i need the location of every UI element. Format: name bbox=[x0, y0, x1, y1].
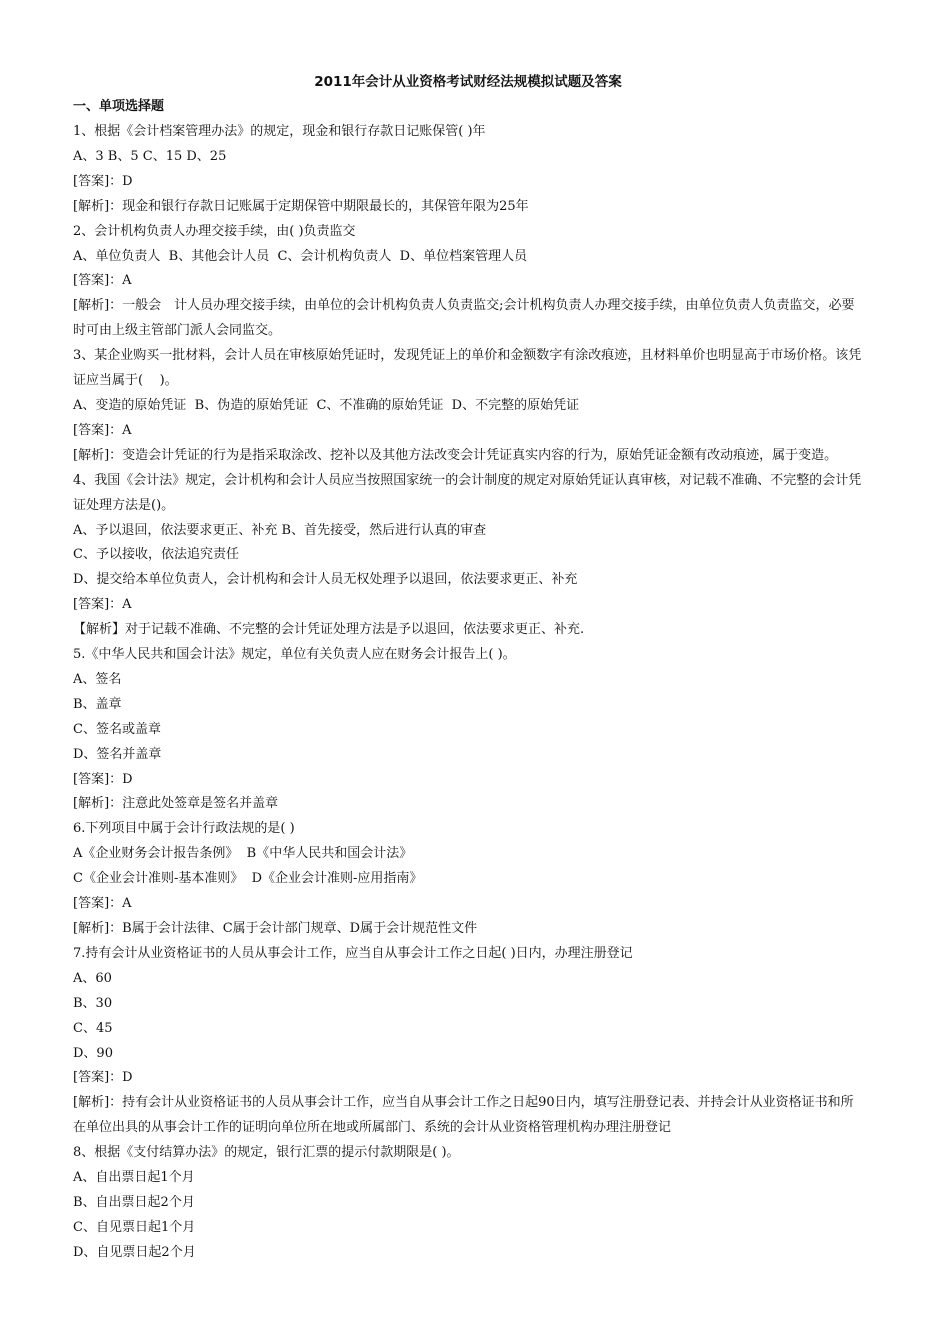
question-list bbox=[73, 120, 863, 1266]
text-line: C、签名或盖章 bbox=[73, 721, 161, 737]
text-line: [解析]：现金和银行存款日记账属于定期保管中期限最长的，其保管年限为25年 bbox=[73, 198, 529, 214]
text-line: [解析]：B属于会计法律、C属于会计部门规章、D属于会计规范性文件 bbox=[73, 921, 478, 936]
text-line: B、自出票日起2个月 bbox=[73, 1194, 195, 1210]
text-line: D、签名并盖章 bbox=[73, 746, 162, 762]
text-line: [解析]：持有会计从业资格证书的人员从事会计工作，应当自从事会计工作之日起90日内，填写注册登记表、并持会计从业资格证书和所在单位出具的从事会计工作的证明向单位所在地或所属部门、系统的会计从业资格管理机构办理注册登记 bbox=[73, 1095, 854, 1136]
section-heading: 一、单项选择题 bbox=[73, 99, 165, 114]
text-line: D、自见票日起2个月 bbox=[73, 1244, 196, 1260]
text-line: 6.下列项目中属于会计行政法规的是( ) bbox=[73, 821, 295, 837]
text-line: C、予以接收，依法追究责任 bbox=[73, 547, 239, 563]
text-line: 2、会计机构负责人办理交接手续，由( )负责监交 bbox=[73, 223, 356, 239]
text-line: [答案]：A bbox=[73, 896, 132, 912]
text-line: 3、某企业购买一批材料，会计人员在审核原始凭证时，发现凭证上的单价和金额数字有涂改痕迹，且材料单价也明显高于市场价格。该凭证应当属于( )。 bbox=[73, 348, 862, 389]
text-line: A、签名 bbox=[73, 671, 122, 687]
text-line: 【解析】对于记载不准确、不完整的会计凭证处理方法是予以退回，依法要求更正、补充. bbox=[73, 622, 585, 638]
text-line: [答案]：D bbox=[73, 771, 133, 787]
text-line: [解析]：变造会计凭证的行为是指采取涂改、挖补以及其他方法改变会计凭证真实内容的行为，原始凭证金额有改动痕迹，属于变造。 bbox=[73, 447, 838, 463]
text-line: 8、根据《支付结算办法》的规定，银行汇票的提示付款期限是( )。 bbox=[73, 1145, 460, 1161]
text-line: [解析]：注意此处签章是签名并盖章 bbox=[73, 796, 279, 812]
text-line: 7.持有会计从业资格证书的人员从事会计工作，应当自从事会计工作之日起( )日内，办理注册登记 bbox=[73, 945, 633, 961]
text-line: 1、根据《会计档案管理办法》的规定，现金和银行存款日记账保管( )年 bbox=[73, 124, 486, 139]
text-line: B、盖章 bbox=[73, 696, 122, 712]
text-line: C、自见票日起1个月 bbox=[73, 1219, 196, 1235]
text-line: A、单位负责人 B、其他会计人员 C、会计机构负责人 D、单位档案管理人员 bbox=[73, 248, 528, 264]
text-line: 5.《中华人民共和国会计法》规定，单位有关负责人应在财务会计报告上( )。 bbox=[73, 647, 516, 663]
text-line: A《企业财务会计报告条例》 B《中华人民共和国会计法》 bbox=[73, 846, 413, 862]
text-line: [答案]：D bbox=[73, 173, 133, 189]
text-line: [答案]：A bbox=[73, 422, 132, 438]
text-line: A、60 bbox=[73, 970, 112, 986]
document-page bbox=[73, 70, 863, 1266]
text-line: A、予以退回，依法要求更正、补充 B、首先接受，然后进行认真的审查 bbox=[73, 522, 487, 538]
text-line: [答案]：A bbox=[73, 597, 132, 613]
text-line: D、提交给本单位负责人，会计机构和会计人员无权处理予以退回，依法要求更正、补充 bbox=[73, 572, 578, 588]
text-line: B、30 bbox=[73, 995, 113, 1011]
text-line: C《企业会计准则-基本准则》 D《企业会计准则-应用指南》 bbox=[73, 871, 423, 887]
text-line: C、45 bbox=[73, 1020, 113, 1036]
text-line: A、自出票日起1个月 bbox=[73, 1170, 195, 1186]
text-line: [答案]：D bbox=[73, 1070, 133, 1086]
text-line: [解析]：一般会 计人员办理交接手续，由单位的会计机构负责人负责监交;会计机构负责人办理交接手续，由单位负责人负责监交，必要时可由上级主管部门派人会同监交。 bbox=[73, 298, 855, 339]
text-line: A、变造的原始凭证 B、伪造的原始凭证 C、不准确的原始凭证 D、不完整的原始凭证 bbox=[73, 397, 580, 413]
text-line: D、90 bbox=[73, 1045, 113, 1061]
text-line: [答案]：A bbox=[73, 273, 132, 289]
text-line: A、3 B、5 C、15 D、25 bbox=[73, 148, 227, 164]
text-line: 4、我国《会计法》规定，会计机构和会计人员应当按照国家统一的会计制度的规定对原始凭证认真审核，对记载不准确、不完整的会计凭证处理方法是()。 bbox=[73, 472, 862, 513]
document-title: 2011年会计从业资格考试财经法规模拟试题及答案 bbox=[314, 74, 622, 90]
